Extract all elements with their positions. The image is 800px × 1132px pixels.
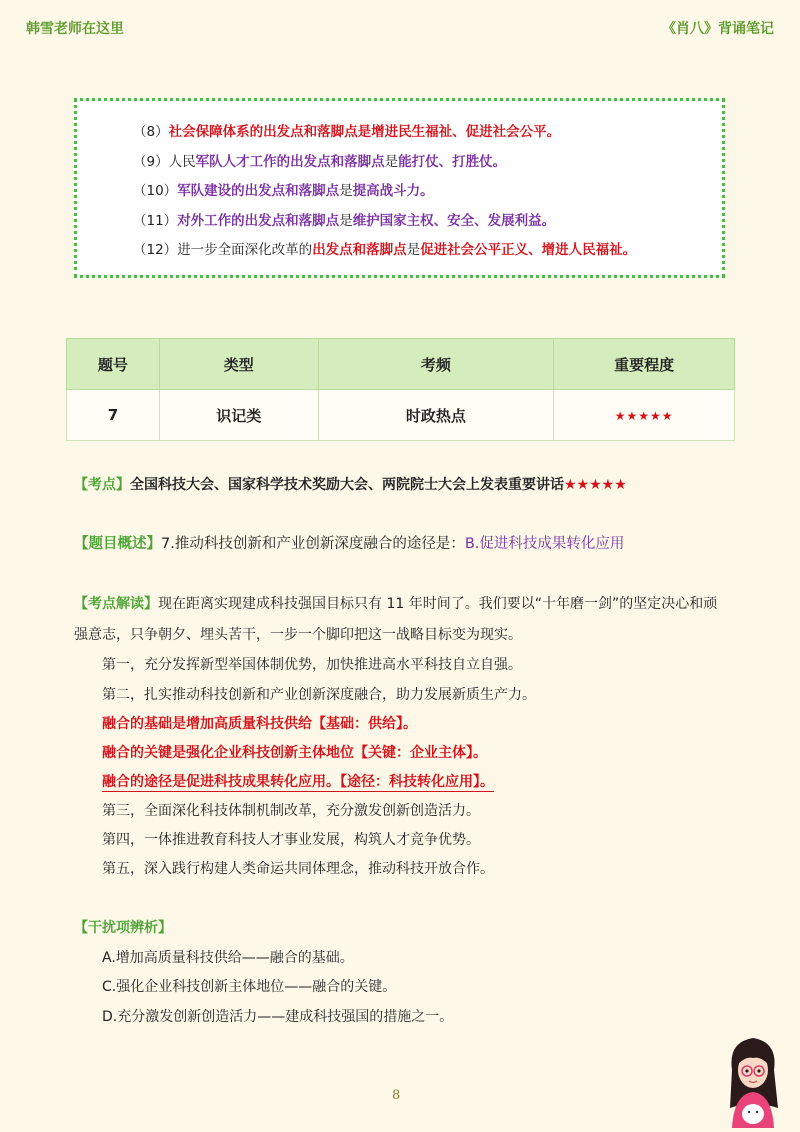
table-cell-num: 7 bbox=[67, 390, 160, 441]
kaodian-line bbox=[74, 474, 627, 494]
analysis-red-3 bbox=[102, 771, 494, 791]
distractor-c: C.强化企业科技创新主体地位——融合的关键。 bbox=[102, 979, 397, 995]
kaodian-stars: ★★★★★ bbox=[564, 477, 627, 493]
table-row bbox=[67, 390, 735, 441]
box-line-9-a: 人民 bbox=[168, 154, 196, 170]
analysis-red-3-text: 融合的途径是促进科技成果转化应用。【途径：科技转化应用】。 bbox=[102, 774, 494, 790]
box-line-12-b: 出发点和落脚点 bbox=[312, 242, 407, 258]
box-line-8-text: 社会保障体系的出发点和落脚点是增进民生福祉、促进社会公平。 bbox=[168, 124, 561, 140]
key-points-box bbox=[74, 98, 725, 278]
page-number: 8 bbox=[392, 1088, 401, 1103]
box-line-9-b: 军队人才工作的出发点和落脚点 bbox=[195, 154, 385, 170]
table-header-row bbox=[67, 339, 735, 390]
analysis-point-3: 第三，全面深化科技体制机制改革，充分激发创新创造活力。 bbox=[102, 803, 480, 819]
analysis-red-2: 融合的关键是强化企业科技创新主体地位【关键：企业主体】。 bbox=[102, 745, 487, 761]
kaodian-tag: 【考点】 bbox=[74, 477, 130, 493]
analysis-point-1: 第一，充分发挥新型举国体制优势，加快推进高水平科技自立自强。 bbox=[102, 657, 522, 673]
box-line-9 bbox=[133, 153, 506, 171]
box-line-8 bbox=[133, 123, 560, 141]
box-line-8-num: （8） bbox=[133, 124, 169, 140]
summary-answer: B.促进科技成果转化应用 bbox=[464, 536, 625, 552]
table-cell-freq: 时政热点 bbox=[318, 390, 554, 441]
distractor-a: A.增加高质量科技供给——融合的基础。 bbox=[102, 950, 354, 966]
table-cell-type: 识记类 bbox=[159, 390, 318, 441]
box-line-11-a: 对外工作的出发点和落脚点 bbox=[177, 213, 340, 229]
table-header-type: 类型 bbox=[159, 339, 318, 390]
analysis-line-1 bbox=[74, 593, 717, 613]
distractor-d: D.充分激发创新创造活力——建成科技强国的措施之一。 bbox=[102, 1009, 454, 1025]
box-line-12-c: 是 bbox=[406, 242, 421, 258]
box-line-12-d: 促进社会公平正义、增进人民福祉。 bbox=[420, 242, 637, 258]
box-line-11-c: 维护国家主权、安全、发展利益。 bbox=[352, 213, 556, 229]
analysis-point-5: 第五，深入践行构建人类命运共同体理念，推动科技开放合作。 bbox=[102, 861, 494, 877]
box-line-11-num: （11） bbox=[133, 213, 178, 229]
summary-text: 7.推动科技创新和产业创新深度融合的途径是： bbox=[161, 536, 465, 552]
box-line-9-num: （9） bbox=[133, 154, 169, 170]
analysis-point-4: 第四，一体推进教育科技人才事业发展，构筑人才竞争优势。 bbox=[102, 832, 480, 848]
box-line-11 bbox=[133, 212, 555, 230]
box-line-9-d: 能打仗、打胜仗。 bbox=[398, 154, 507, 170]
summary-line bbox=[74, 532, 624, 553]
header-left-title: 韩雪老师在这里 bbox=[26, 21, 124, 37]
analysis-point-2: 第二，扎实推动科技创新和产业创新深度融合，助力发展新质生产力。 bbox=[102, 687, 536, 703]
box-line-9-c: 是 bbox=[384, 154, 399, 170]
analysis-line-2: 强意志，只争朝夕、埋头苦干，一步一个脚印把这一战略目标变为现实。 bbox=[74, 627, 522, 643]
box-line-11-b: 是 bbox=[339, 213, 353, 229]
box-line-12-num: （12） bbox=[133, 242, 178, 258]
box-line-10-a: 军队建设的出发点和落脚点 bbox=[177, 183, 340, 199]
teacher-avatar-illustration bbox=[722, 1030, 784, 1128]
analysis-red-1: 融合的基础是增加高质量科技供给【基础：供给】。 bbox=[102, 716, 417, 732]
summary-tag: 【题目概述】 bbox=[74, 536, 161, 552]
table-header-num: 题号 bbox=[67, 339, 160, 390]
box-line-10-c: 提高战斗力。 bbox=[352, 183, 434, 199]
table-header-importance: 重要程度 bbox=[554, 339, 735, 390]
question-info-table bbox=[66, 338, 735, 441]
header-right-title: 《肖八》背诵笔记 bbox=[662, 21, 774, 37]
box-line-10-b: 是 bbox=[339, 183, 353, 199]
distractor-tag: 【干扰项辨析】 bbox=[74, 920, 172, 936]
box-line-12-a: 进一步全面深化改革的 bbox=[177, 242, 313, 258]
analysis-tag: 【考点解读】 bbox=[74, 596, 158, 612]
table-header-freq: 考频 bbox=[318, 339, 554, 390]
box-line-10 bbox=[133, 182, 434, 200]
box-line-10-num: （10） bbox=[133, 183, 178, 199]
analysis-line-1-text: 现在距离实现建成科技强国目标只有 11 年时间了。我们要以“十年磨一剑”的坚定决心和顽 bbox=[158, 596, 718, 612]
kaodian-text: 全国科技大会、国家科学技术奖励大会、两院院士大会上发表重要讲话 bbox=[130, 477, 564, 493]
importance-stars: ★★★★★ bbox=[614, 409, 674, 423]
box-line-12 bbox=[133, 241, 636, 259]
table-cell-importance bbox=[554, 390, 735, 441]
